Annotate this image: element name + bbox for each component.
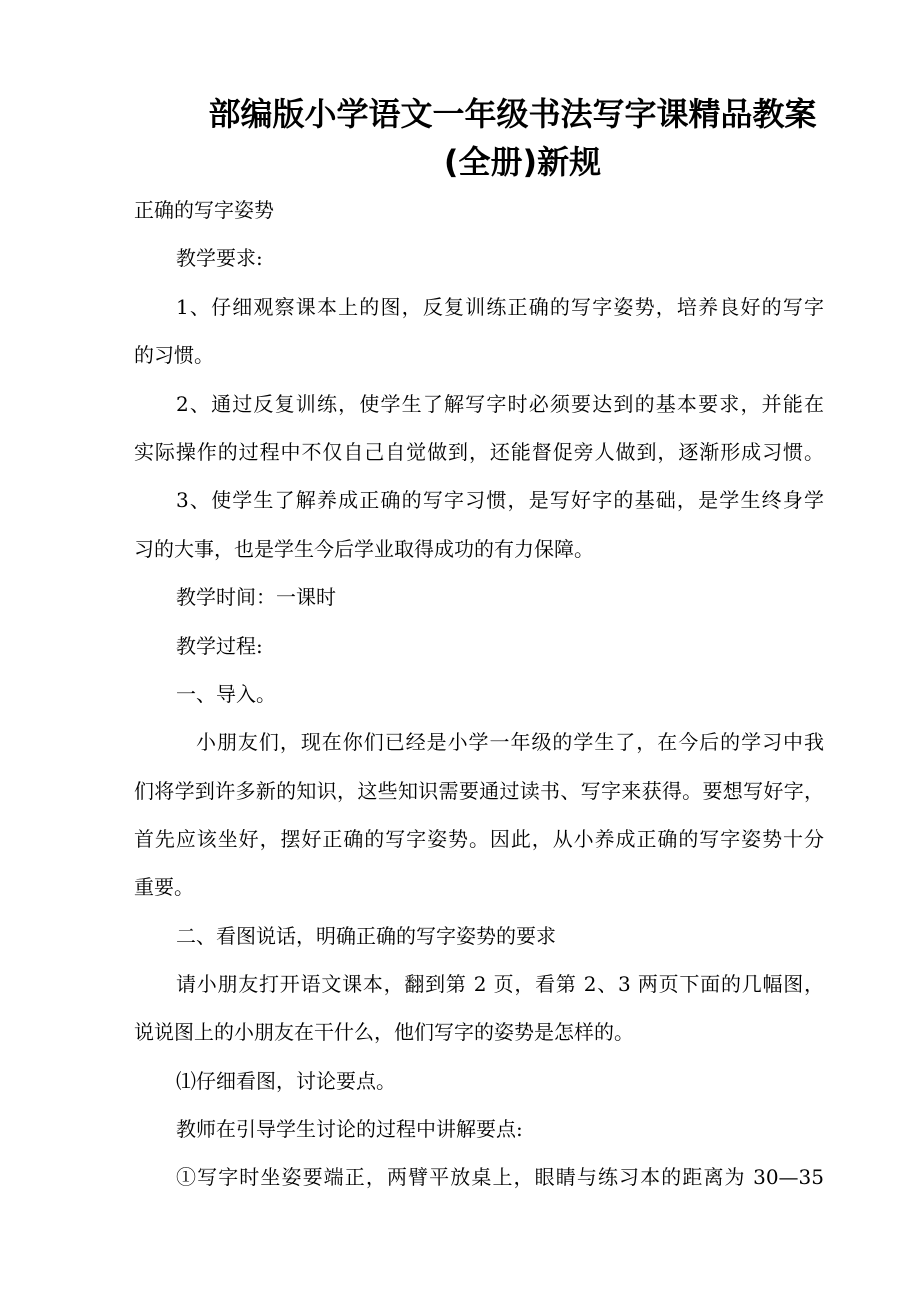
requirement-item-1-line-2: 的习惯。 xyxy=(134,343,214,367)
requirement-item-2-line-2: 实际操作的过程中不仅自己自觉做到，还能督促旁人做到，逐渐形成习惯。 xyxy=(134,440,824,464)
section-2-line-1: 请小朋友打开语文课本，翻到第 2 页，看第 2、3 两页下面的几幅图， xyxy=(176,972,824,996)
requirement-item-3-line-1: 3、使学生了解养成正确的写字习惯，是写好字的基础，是学生终身学 xyxy=(176,488,824,512)
section-1-line-4: 重要。 xyxy=(134,875,194,899)
document-title: 部编版小学语文一年级书法写字课精品教案 xyxy=(208,95,817,133)
point-1: ①写字时坐姿要端正，两臂平放桌上，眼睛与练习本的距离为 30—35 xyxy=(176,1165,824,1189)
section-2-line-2: 说说图上的小朋友在干什么，他们写字的姿势是怎样的。 xyxy=(134,1020,634,1044)
section-1-line-3: 首先应该坐好，摆好正确的写字姿势。因此，从小养成正确的写字姿势十分 xyxy=(134,827,824,851)
section-1-line-2: 们将学到许多新的知识，这些知识需要通过读书、写字来获得。要想写好字， xyxy=(134,779,824,803)
requirement-item-1-line-1: 1、仔细观察课本上的图，反复训练正确的写字姿势，培养良好的写字 xyxy=(176,295,824,319)
teaching-time: 教学时间：一课时 xyxy=(176,585,336,609)
lesson-heading: 正确的写字姿势 xyxy=(134,198,274,222)
section-1-title: 一、导入。 xyxy=(176,682,276,706)
document-subtitle: (全册)新规 xyxy=(443,143,602,181)
requirement-item-2-line-1: 2、通过反复训练，使学生了解写字时必须要达到的基本要求，并能在 xyxy=(176,392,824,416)
section-2-title: 二、看图说话，明确正确的写字姿势的要求 xyxy=(176,924,556,948)
step-1-description: 教师在引导学生讨论的过程中讲解要点: xyxy=(176,1117,523,1141)
requirement-item-3-line-2: 习的大事，也是学生今后学业取得成功的有力保障。 xyxy=(134,537,594,561)
requirements-heading: 教学要求: xyxy=(176,246,263,270)
process-heading: 教学过程: xyxy=(176,634,263,658)
section-1-line-1: 小朋友们，现在你们已经是小学一年级的学生了，在今后的学习中我 xyxy=(196,730,824,754)
step-1: ⑴仔细看图，讨论要点。 xyxy=(176,1069,396,1093)
